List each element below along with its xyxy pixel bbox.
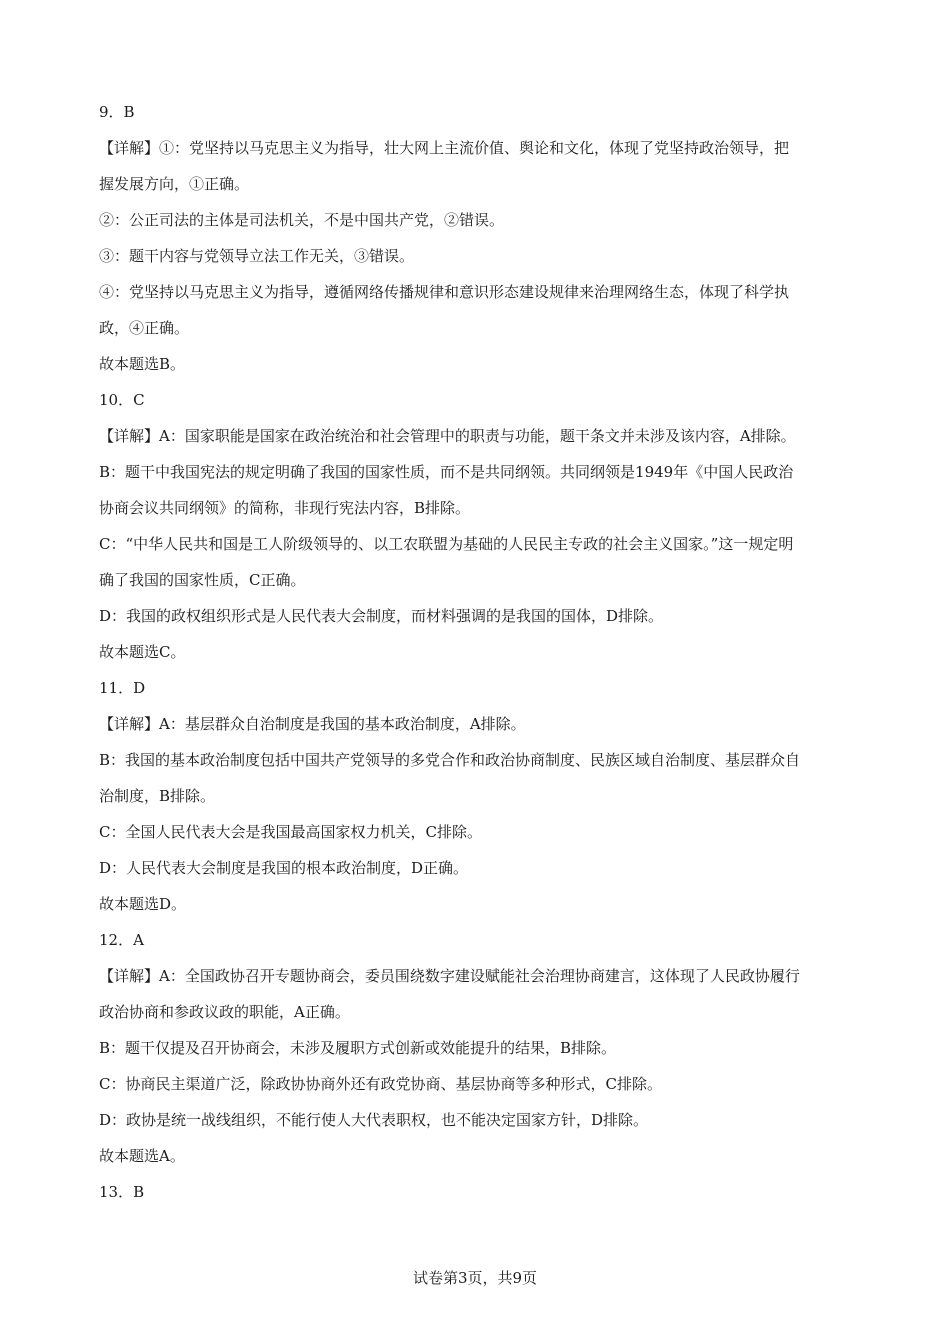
text-line: 11．D [99,679,146,697]
text-line: 政治协商和参政议政的职能，A正确。 [99,1003,350,1021]
text-line: C：协商民主渠道广泛，除政协协商外还有政党协商、基层协商等多种形式，C排除。 [99,1075,662,1093]
text-line: D：政协是统一战线组织，不能行使人大代表职权，也不能决定国家方针，D排除。 [99,1111,649,1129]
text-line: B：我国的基本政治制度包括中国共产党领导的多党合作和政治协商制度、民族区域自治制度、基层群众自 [99,751,801,769]
text-line: 故本题选A。 [99,1147,185,1165]
text-line: 握发展方向，①正确。 [99,175,250,193]
text-line: 13．B [99,1183,145,1201]
text-line: D：我国的政权组织形式是人民代表大会制度，而材料强调的是我国的国体，D排除。 [99,607,664,625]
text-line: 治制度，B排除。 [99,787,216,805]
text-line: B：题干仅提及召开协商会，未涉及履职方式创新或效能提升的结果，B排除。 [99,1039,617,1057]
answer-explanations [99,94,859,1210]
text-line: C：全国人民代表大会是我国最高国家权力机关，C排除。 [99,823,482,841]
text-line: ④：党坚持以马克思主义为指导，遵循网络传播规律和意识形态建设规律来治理网络生态，体现了科学执 [99,283,790,301]
text-line: 【详解】A：全国政协召开专题协商会，委员围绕数字建设赋能社会治理协商建言，这体现了人民政协履行 [99,967,800,985]
text-line: ②：公正司法的主体是司法机关，不是中国共产党，②错误。 [99,211,505,229]
text-line: 【详解】A：国家职能是国家在政治统治和社会管理中的职责与功能，题干条文并未涉及该内容，A排除。 [99,427,796,445]
text-line: B：题干中我国宪法的规定明确了我国的国家性质，而不是共同纲领。共同纲领是1949年《中国人民政治 [99,463,794,481]
text-line: 【详解】A：基层群众自治制度是我国的基本政治制度，A排除。 [99,715,526,733]
text-line: 9．B [99,103,135,121]
text-line: 12．A [99,931,144,949]
text-line: 【详解】①：党坚持以马克思主义为指导，壮大网上主流价值、舆论和文化，体现了党坚持政治领导，把 [99,139,790,157]
text-line: 政，④正确。 [99,319,190,337]
page-footer: 试卷第3页，共9页 [412,1269,538,1287]
text-line: C：“中华人民共和国是工人阶级领导的、以工农联盟为基础的人民民主专政的社会主义国家。”这一规定明 [99,535,794,553]
text-line: ③：题干内容与党领导立法工作无关，③错误。 [99,247,415,265]
text-line: 故本题选C。 [99,643,186,661]
text-line: D：人民代表大会制度是我国的根本政治制度，D正确。 [99,859,469,877]
text-line: 确了我国的国家性质，C正确。 [99,571,306,589]
text-line: 10．C [99,391,145,409]
text-line: 故本题选B。 [99,355,186,373]
text-line: 故本题选D。 [99,895,187,913]
text-line: 协商会议共同纲领》的简称，非现行宪法内容，B排除。 [99,499,471,517]
